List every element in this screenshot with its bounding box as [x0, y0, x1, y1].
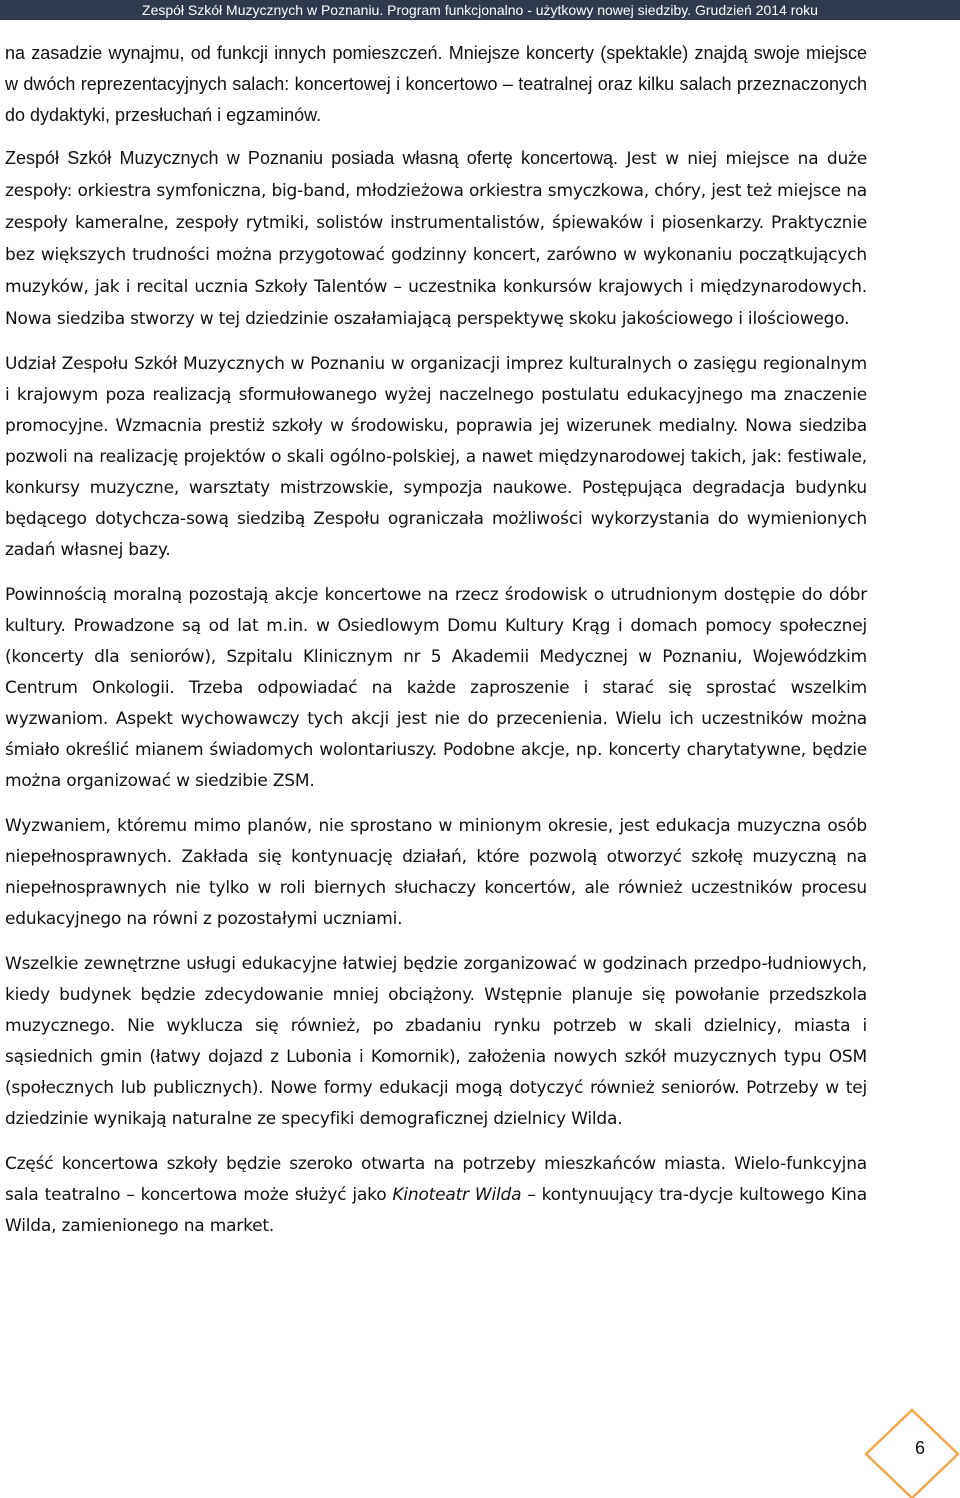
header-title: Zespół Szkół Muzycznych w Poznaniu. Program funkcjonalno - użytkowy nowej siedziby. Grudzień 2014 roku [142, 2, 818, 18]
paragraph-1: na zasadzie wynajmu, od funkcji innych pomieszczeń. Mniejsze koncerty (spektakle) znajdą swoje miejsce w dwóch reprezentacyjnych salach: koncertowej i koncertowo – teatralnej oraz kilku salach przeznaczonych do dydaktyki, przesłuchań i egzaminów. [5, 43, 867, 125]
kinoteatr-wilda-emphasis: Kinoteatr Wilda [392, 1185, 522, 1205]
paragraph-5: Wyzwaniem, któremu mimo planów, nie sprostano w minionym okresie, jest edukacja muzyczna osób niepełnosprawnych. Zakłada się kontynuację działań, które pozwolą otworzyć szkołę muzyczną na niepełnosprawnych nie tylko w roli biernych słuchaczy koncertów, ale również uczestników procesu edukacyjnego na równi z pozostałymi uczniami. [5, 816, 867, 929]
paragraph-3: Udział Zespołu Szkół Muzycznych w Poznaniu w organizacji imprez kulturalnych o zasięgu regionalnym i krajowym poza realizacją sformułowanego wyżej naczelnego postulatu edukacyjnego ma znaczenie promocyjne. Wzmacnia prestiż szkoły w środowisku, poprawia jej wizerunek medialny. Nowa siedziba pozwoli na realizację projektów o skali ogólno-polskiej, a nawet międzynarodowej takich, jak: festiwale, konkursy muzyczne, warsztaty mistrzowskie, sympozja naukowe. Postępująca degradacja budynku będącego dotychcza-sową siedzibą Zespołu ograniczała możliwości wykorzystania do wymienionych zadań własnej bazy. [5, 354, 867, 560]
paragraph-2-body: Jest w niej miejsce na duże zespoły: orkiestra symfoniczna, big-band, młodzieżowa orkiestra smyczkowa, chóry, jest też miejsce na zespoły kameralne, zespoły rytmiki, solistów instrumentalistów, śpiewaków i piosenkarzy. Praktycznie bez większych trudności można przygotować godzinny koncert, zarówno w wykonaniu początkujących muzyków, jak i recital ucznia Szkoły Talentów – uczestnika konkursów krajowych i międzynarodowych. Nowa siedziba stworzy w tej dziedzinie oszałamiającą perspektywę skoku jakościowego i ilościowego. [5, 149, 867, 329]
page-number: 6 [914, 1438, 925, 1458]
paragraph-7 [5, 1149, 867, 1242]
paragraph-2-lead: Zespół Szkół Muzycznych w Poznaniu posiada własną ofertę koncertową. [5, 148, 619, 168]
paragraph-4: Powinnością moralną pozostają akcje koncertowe na rzecz środowisk o utrudnionym dostępie do dóbr kultury. Prowadzone są od lat m.in. w Osiedlowym Domu Kultury Krąg i domach pomocy społecznej (koncerty dla seniorów), Szpitalu Klinicznym nr 5 Akademii Medycznej w Poznaniu, Wojewódzkim Centrum Onkologii. Trzeba odpowiadać na każde zaproszenie i starać się sprostać wszelkim wyzwaniom. Aspekt wychowawczy tych akcji jest nie do przecenienia. Wielu ich uczestników można śmiało określić mianem świadomych wolontariuszy. Podobne akcje, np. koncerty charytatywne, będzie można organizować w siedzibie ZSM. [5, 585, 867, 791]
running-header [0, 0, 960, 20]
paragraph-7-text-before: Część koncertowa szkoły będzie szeroko otwarta na potrzeby mieszkańców miasta. Wielo-funkcyjna sala teatralno – koncertowa może służyć jako [5, 1154, 867, 1205]
document-body [5, 38, 867, 1256]
paragraph-7-text-after: – kontynuujący tra-dycje kultowego Kina Wilda, zamienionego na market. [5, 1185, 867, 1236]
paragraph-2 [5, 143, 867, 335]
paragraph-6: Wszelkie zewnętrzne usługi edukacyjne łatwiej będzie zorganizować w godzinach przedpo-łudniowych, kiedy budynek będzie zdecydowanie mniej obciążony. Wstępnie planuje się powołanie przedszkola muzycznego. Nie wyklucza się również, po zbadaniu rynku potrzeb w skali dzielnicy, miasta i sąsiednich gmin (łatwy dojazd z Lubonia i Komornik), założenia nowych szkół muzycznych typu OSM (społecznych lub publicznych). Nowe formy edukacji mogą dotyczyć również seniorów. Potrzeby w tej dziedzinie wynikają naturalne ze specyfiki demograficznej dzielnicy Wilda. [5, 954, 867, 1129]
